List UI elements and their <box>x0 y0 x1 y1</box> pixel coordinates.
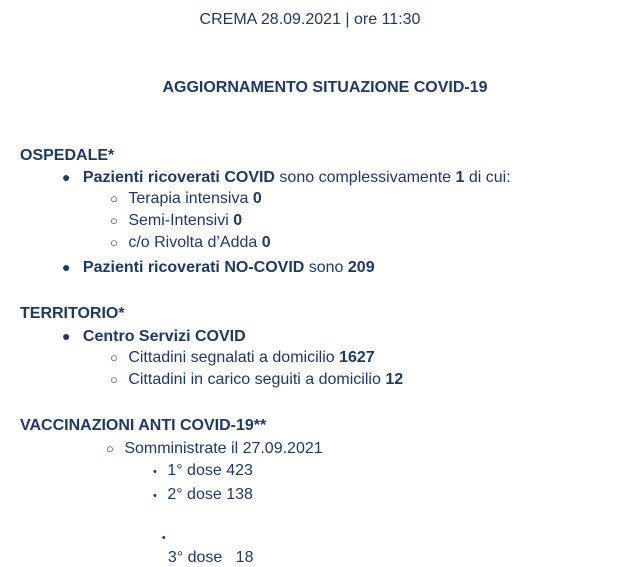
list-item-centro: ● Centro Servizi COVID <box>62 328 246 345</box>
list-item-somministrate: ○ Somministrate il 27.09.2021 <box>106 440 323 457</box>
list-item: ○ Semi-Intensivi 0 <box>110 212 243 229</box>
bullet-icon: ● <box>62 259 71 275</box>
circle-bullet-icon: ○ <box>106 441 114 456</box>
list-item: ○ Terapia intensiva 0 <box>110 190 262 207</box>
list-item-dose: • 1° dose 423 <box>153 462 253 479</box>
list-item: ○ c/o Rivolta d’Adda 0 <box>110 234 271 251</box>
list-item: ○ Cittadini in carico seguiti a domicilio 12 <box>110 371 404 388</box>
circle-bullet-icon: ○ <box>110 191 118 206</box>
list-item-nocovid: ● Pazienti ricoverati NO-COVID sono 209 <box>62 259 375 276</box>
circle-bullet-icon: ○ <box>110 213 118 228</box>
circle-bullet-icon: ○ <box>110 235 118 250</box>
bullet-icon: • <box>153 490 157 502</box>
list-item-dose: • 2° dose 138 <box>153 486 253 503</box>
section-heading-vaccinazioni: VACCINAZIONI ANTI COVID-19** <box>20 417 267 434</box>
list-item-dose: • 3° dose 18 <box>161 532 254 566</box>
section-heading-ospedale: OSPEDALE* <box>20 147 115 164</box>
list-item-covid: ● Pazienti ricoverati COVID sono complessivamente 1 di cui: <box>62 169 511 186</box>
page-title: AGGIORNAMENTO SITUAZIONE COVID-19 <box>162 79 488 96</box>
section-heading-territorio: TERRITORIO* <box>20 305 125 322</box>
bullet-icon: • <box>161 532 166 544</box>
bullet-icon: ● <box>62 169 71 185</box>
bullet-icon: • <box>153 466 157 478</box>
dateline: CREMA 28.09.2021 | ore 11:30 <box>199 11 421 28</box>
list-item: ○ Cittadini segnalati a domicilio 1627 <box>110 349 375 366</box>
circle-bullet-icon: ○ <box>110 350 118 365</box>
circle-bullet-icon: ○ <box>110 372 118 387</box>
bullet-icon: ● <box>62 328 71 344</box>
